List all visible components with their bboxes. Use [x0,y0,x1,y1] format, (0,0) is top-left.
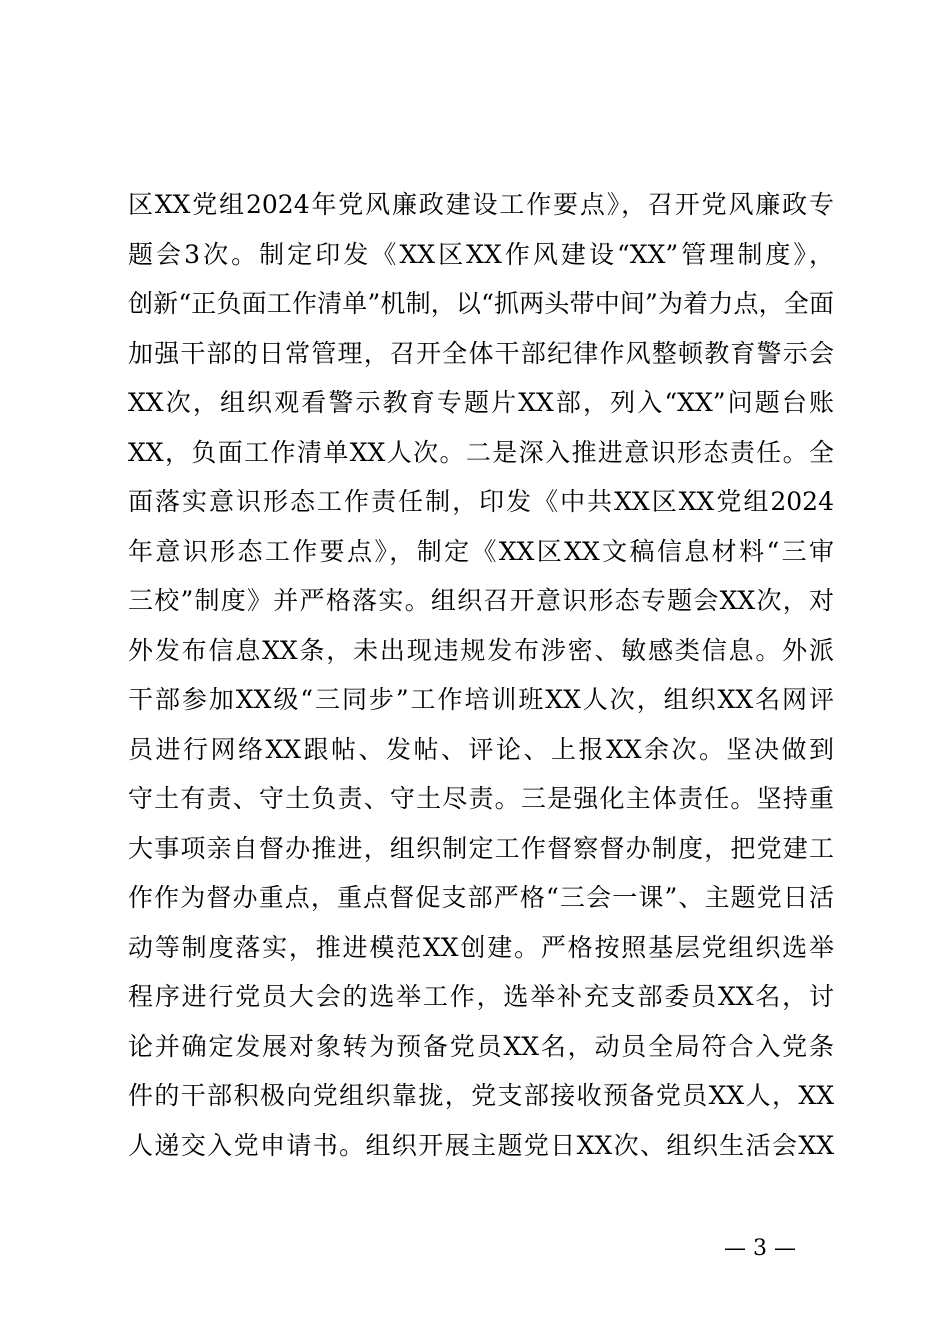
text-line: XX次，组织观看警示教育专题片XX部，列入“XX”问题台账 [128,388,834,417]
text-line: 年意识形态工作要点》，制定《XX区XX文稿信息材料“三审 [128,536,834,566]
text-line: 作作为督办重点，重点督促支部严格“三会一课”、主题党日活 [128,883,834,912]
text-line: 加强干部的日常管理，召开全体干部纪律作风整顿教育警示会 [128,338,834,368]
text-line: 题会3次。制定印发《XX区XX作风建设“XX”管理制度》， [128,239,834,269]
text-line: 外发布信息XX条，未出现违规发布涉密、敏感类信息。外派 [128,635,834,665]
text-line: 程序进行党员大会的选举工作，选举补充支部委员XX名，讨 [128,982,834,1011]
text-line: 员进行网络XX跟帖、发帖、评论、上报XX余次。坚决做到 [128,734,834,764]
text-line: 大事项亲自督办推进，组织制定工作督察督办制度，把党建工 [128,833,834,863]
text-line: 人递交入党申请书。组织开展主题党日XX次、组织生活会XX [128,1130,834,1160]
text-line: 件的干部积极向党组织靠拢，党支部接收预备党员XX人，XX [128,1081,834,1110]
text-line: 面落实意识形态工作责任制，印发《中共XX区XX党组2024 [128,487,834,516]
text-line: 守土有责、守土负责、守土尽责。三是强化主体责任。坚持重 [128,784,834,813]
text-line: 三校”制度》并严格落实。组织召开意识形态专题会XX次，对 [128,586,834,615]
body-paragraph [128,180,834,1170]
text-line: 区XX党组2024年党风廉政建设工作要点》，召开党风廉政专 [128,190,834,219]
text-line: 动等制度落实，推进模范XX创建。严格按照基层党组织选举 [128,932,834,962]
text-line: 干部参加XX级“三同步”工作培训班XX人次，组织XX名网评 [128,685,834,714]
page-number: — 3 — [724,1236,796,1261]
text-line: XX，负面工作清单XX人次。二是深入推进意识形态责任。全 [128,437,834,467]
text-line: 创新“正负面工作清单”机制，以“抓两头带中间”为着力点，全面 [128,289,834,318]
text-line: 论并确定发展对象转为预备党员XX名，动员全局符合入党条 [128,1031,834,1061]
